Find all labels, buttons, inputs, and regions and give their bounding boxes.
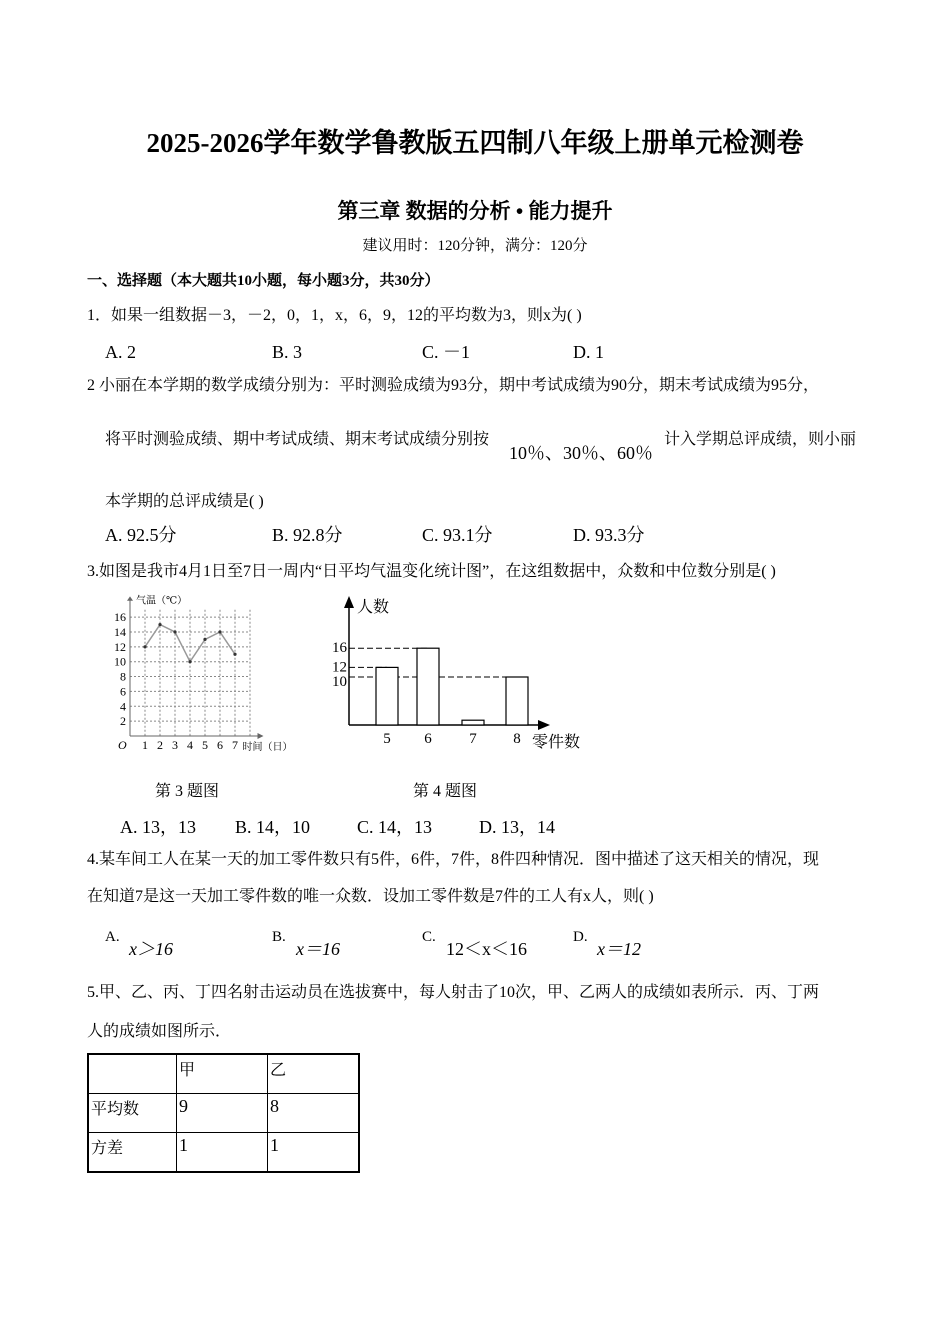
exam-title: 2025-2026学年数学鲁教版五四制八年级上册单元检测卷	[146, 128, 804, 158]
y-tick-label: 4	[120, 699, 126, 714]
question-5: 5.甲、乙、丙、丁四名射击运动员在选拔赛中，每人射击了10次，甲、乙两人的成绩如表所示．丙、丁两	[87, 984, 820, 1001]
q3-option-d: D. 13，14	[479, 817, 555, 837]
question-1: 1．如果一组数据－3，－2，0，1，x，6，9，12的平均数为3，则x为( )	[87, 307, 582, 324]
question-2-weights: 10％、30％、60％	[509, 443, 653, 463]
data-point	[203, 638, 206, 641]
q1-option-b: B. 3	[272, 342, 303, 362]
bar-7	[462, 720, 484, 725]
section-heading: 一、选择题（本大题共10小题，每小题3分，共30分）	[87, 273, 440, 289]
q2-option-a: A. 92.5分	[105, 525, 177, 545]
origin-label: O	[118, 738, 127, 752]
q4-option-b: x＝16	[296, 939, 340, 959]
y-axis-arrow	[127, 596, 133, 600]
x-tick-label: 7	[232, 738, 238, 752]
q1-option-c: C. －1	[422, 342, 471, 362]
table-cell: 8	[268, 1094, 360, 1133]
y-tick-label: 16	[332, 640, 347, 657]
q2-option-c: C. 93.1分	[422, 525, 493, 545]
question-4: 4.某车间工人在某一天的加工零件数只有5件，6件，7件，8件四种情况．图中描述了这天相关的情况，现	[87, 851, 820, 868]
x-tick-label: 3	[172, 738, 178, 752]
q4-option-c: 12＜x＜16	[446, 939, 527, 959]
y-axis-arrow	[344, 596, 354, 608]
x-axis-label: 时间（日）	[242, 742, 293, 753]
bar-6	[417, 648, 439, 725]
x-tick-label: 4	[187, 738, 193, 752]
bar-8	[506, 677, 528, 725]
y-tick-label: 14	[114, 624, 126, 639]
q3-option-c: C. 14，13	[357, 817, 433, 837]
chapter-subtitle: 第三章 数据的分析 • 能力提升	[337, 199, 613, 223]
data-point	[158, 623, 161, 626]
q3-option-a: A. 13，13	[120, 817, 196, 837]
table-cell: 甲	[177, 1054, 268, 1094]
x-tick-label: 1	[142, 738, 148, 752]
x-tick-label: 6	[424, 731, 432, 747]
table-cell: 乙	[268, 1054, 360, 1094]
x-axis-arrow	[538, 720, 550, 730]
q2-option-b: B. 92.8分	[272, 525, 343, 545]
figure-3-caption: 第 3 题图	[155, 783, 220, 800]
q4-option-a: x＞16	[129, 939, 173, 959]
q4-option-c-label: C.	[422, 929, 436, 945]
question-5-line2: 人的成绩如图所示．	[87, 1023, 232, 1040]
y-tick-label: 2	[120, 714, 126, 729]
question-2-line3: 本学期的总评成绩是( )	[105, 493, 264, 510]
y-tick-label: 12	[332, 659, 347, 676]
table-cell: 1	[268, 1133, 360, 1173]
y-axis-label: 气温（℃）	[136, 595, 188, 607]
q4-option-a-label: A.	[105, 929, 120, 945]
x-tick-label: 5	[202, 738, 208, 752]
q1-option-d: D. 1	[573, 342, 604, 362]
y-tick-label: 16	[114, 610, 126, 625]
y-tick-label: 6	[120, 684, 126, 699]
q3-option-b: B. 14，10	[235, 817, 311, 837]
y-axis-label: 人数	[357, 599, 390, 616]
q4-option-d: x＝12	[597, 939, 641, 959]
y-tick-label: 10	[114, 654, 126, 669]
q4-option-d-label: D.	[573, 929, 588, 945]
q4-option-b-label: B.	[272, 929, 286, 945]
x-tick-label: 8	[513, 731, 521, 747]
q1-option-a: A. 2	[105, 342, 136, 362]
x-tick-label: 6	[217, 738, 223, 752]
y-tick-label: 12	[114, 639, 126, 654]
x-tick-label: 5	[383, 731, 391, 747]
x-axis-label: 零件数	[532, 734, 581, 751]
figure-4-caption: 第 4 题图	[413, 783, 478, 800]
x-tick-label: 7	[469, 731, 477, 747]
y-tick-label: 8	[120, 669, 126, 684]
data-point	[218, 630, 221, 633]
data-point	[143, 645, 146, 648]
bar-5	[376, 667, 398, 725]
table-cell: 方差	[88, 1133, 177, 1173]
data-point	[188, 660, 191, 663]
question-2-line2-end: 计入学期总评成绩，则小丽	[664, 431, 857, 448]
question-2-line2: 将平时测验成绩、期中考试成绩、期末考试成绩分别按	[105, 431, 490, 448]
x-tick-label: 2	[157, 738, 163, 752]
data-point	[233, 653, 236, 656]
table-cell: 9	[177, 1094, 268, 1133]
table-cell: 平均数	[88, 1094, 177, 1133]
question-3: 3.如图是我市4月1日至7日一周内“日平均气温变化统计图”，在这组数据中，众数和中位数分别是( )	[87, 563, 776, 580]
time-score-note: 建议用时：120分钟，满分：120分	[362, 238, 588, 254]
x-axis-arrow	[258, 733, 264, 739]
q2-option-d: D. 93.3分	[573, 525, 645, 545]
question-2: 2 小丽在本学期的数学成绩分别为：平时测验成绩为93分，期中考试成绩为90分，期末考试成绩为95分，	[87, 377, 820, 394]
table-cell: 1	[177, 1133, 268, 1173]
data-point	[173, 630, 176, 633]
question-4-line2: 在知道7是这一天加工零件数的唯一众数．设加工零件数是7件的工人有x人，则( )	[87, 888, 654, 905]
y-tick-label: 10	[332, 674, 347, 690]
